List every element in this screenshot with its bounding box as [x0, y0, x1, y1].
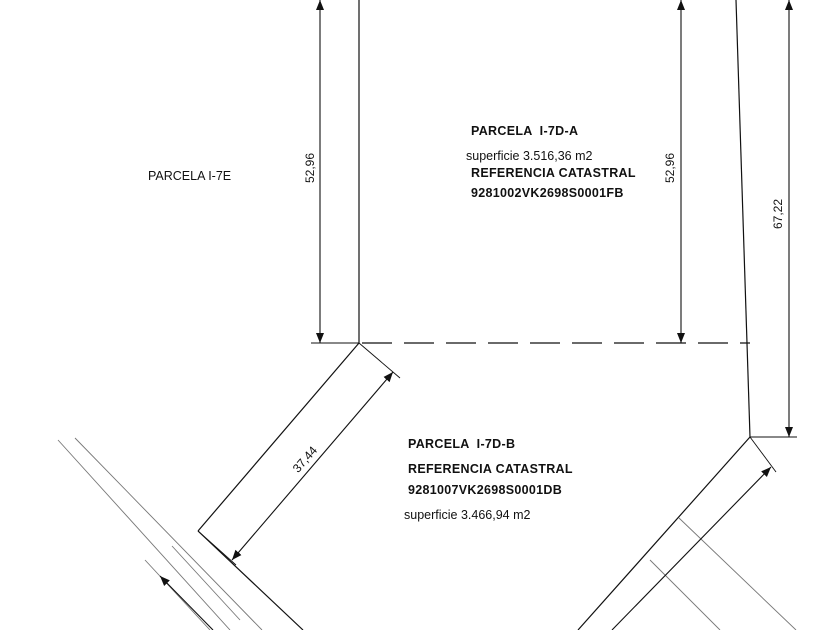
parcel-i7db-label: PARCELA I-7D-B	[408, 437, 516, 451]
dimension-left-vertical: 52,96	[303, 152, 317, 184]
parcel-boundaries	[198, 0, 750, 630]
parcel-i7da-label: PARCELA I-7D-A	[471, 124, 579, 138]
boundary-lower-right-diagonal	[578, 437, 750, 630]
dimension-mid-vertical: 52,96	[663, 152, 677, 184]
parcel-i7da-ref-title: REFERENCIA CATASTRAL	[471, 166, 636, 180]
dimension-line-diagonal-left	[232, 372, 393, 560]
dimension-diagonal-left: 37,44	[289, 443, 321, 476]
parcel-i7da-ref-code: 9281002VK2698S0001FB	[471, 186, 624, 200]
boundary-lower-left-diagonal	[198, 343, 359, 531]
parcel-i7da-area: superficie 3.516,36 m2	[466, 149, 593, 163]
dimension-line-diagonal-right	[612, 467, 771, 630]
parcel-i7e-label: PARCELA I-7E	[148, 169, 232, 183]
dimension-right-vertical: 67,22	[771, 198, 785, 230]
parcel-i7db-ref-title: REFERENCIA CATASTRAL	[408, 462, 573, 476]
dimension-lines	[160, 0, 789, 630]
parcel-i7db-area: superficie 3.466,94 m2	[404, 508, 531, 522]
parcel-i7db-ref-code: 9281007VK2698S0001DB	[408, 483, 563, 497]
boundary-right-slanted	[736, 0, 750, 437]
